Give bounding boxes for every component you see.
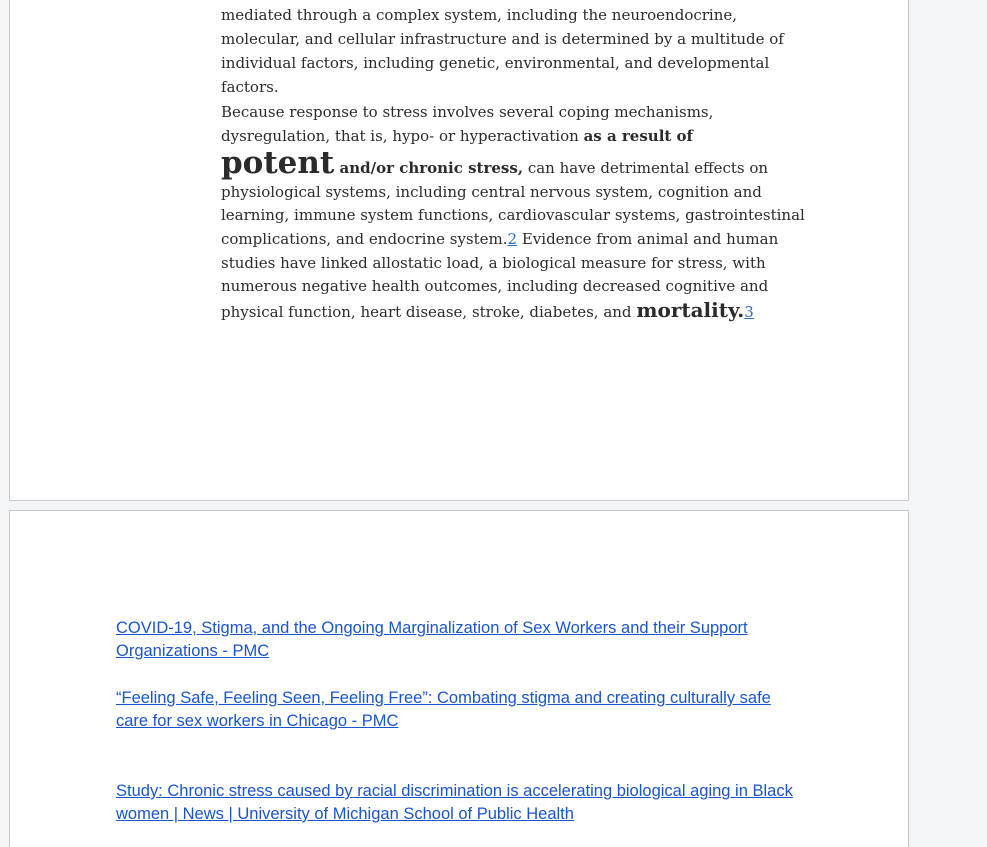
citation-link-2[interactable]: 2 [507, 229, 518, 248]
reference-link-feeling-safe[interactable]: “Feeling Safe, Feeling Seen, Feeling Free”: Combating stigma and creating culturally safe care for sex workers in Chicago - PMC [116, 689, 771, 730]
document-page-2 [9, 510, 909, 847]
paragraph-stress-effects [221, 101, 806, 324]
citation-link-3[interactable]: 3 [744, 302, 754, 321]
para2-text-b: can have detrimental effects on physiological systems, including central nervous system, cognition and learning, immune system functions, cardiovascular systems, gastrointestinal complications, and endocrine system. [221, 159, 805, 248]
para2-text-c: Evidence from animal and human studies have linked allostatic load, a biological measure for stress, with numerous negative health outcomes, including decreased cognitive and physical function, heart disease, stroke, diabetes, and [221, 229, 779, 321]
reference-link-covid-stigma[interactable]: COVID-19, Stigma, and the Ongoing Marginalization of Sex Workers and their Support Organizations - PMC [116, 619, 748, 660]
para2-bold-b: and/or chronic stress, [334, 159, 524, 178]
para2-mid-word: mortality. [636, 297, 745, 322]
reference-link-chronic-stress-study[interactable]: Study: Chronic stress caused by racial discrimination is accelerating biological aging in Black women | News | University of Michigan School of Public Health [116, 782, 793, 823]
para2-text-a: Because response to stress involves several coping mechanisms, dysregulation, that is, hypo- or hyperactivation [221, 103, 714, 145]
para2-big-word: potent [221, 145, 335, 182]
paragraph-stress-mediation: mediated through a complex system, including the neuroendocrine, molecular, and cellular infrastructure and is determined by a multitude of individual factors, including genetic, environmental, and developmental factors. [221, 6, 784, 96]
document-page-1 [9, 0, 909, 501]
para2-bold-a: as a result of [583, 126, 694, 145]
